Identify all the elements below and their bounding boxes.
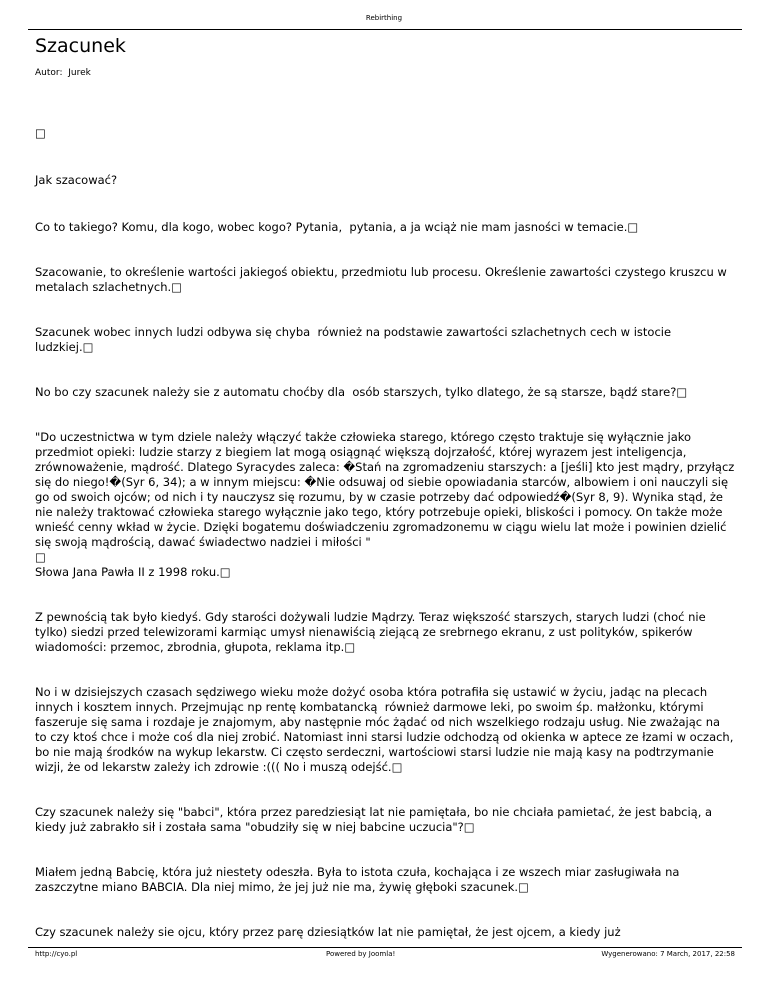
footer-url: http://cyo.pl	[35, 950, 78, 958]
paragraph: No i w dzisiejszych czasach sędziwego wieku może dożyć osoba która potrafiła się ustawić w życiu, jadąc na plecach innych i kosztem innych. Przejmując np rentę kombatancką również darmowe leki, po swoim śp. małżonku, którymi faszeruje się sama i rozdaje je znajomym, aby następnie móc żądać od nich wszelkiego rodzaju usług. Nie zważając na to czy ktoś chce i może coś dla niej zrobić. Natomiast inni starsi ludzie odchodzą od okienka w aptece ze łzami w oczach, bo nie mają środków na wykup lekarstw. Ci często serdeczni, wartościowi starsi ludzie nie mają kasy na podtrzymanie wizji, że od lekarstw zależy ich zdrowie :((( No i muszą odejść.□	[35, 685, 738, 774]
paragraph: Czy szacunek należy się "babci", która przez paredziesiąt lat nie pamiętała, bo nie chciała pamietać, że jest babcią, a kiedy już zabrakło sił i została sama "obudziły się w niej babcine uczucia"?□	[35, 805, 716, 834]
author-name: Jurek	[68, 68, 91, 78]
paragraph: Szacowanie, to określenie wartości jakiegoś obiektu, przedmiotu lub procesu. Określenie zawartości czystego kruszcu w metalach szlachetnych.□	[35, 265, 731, 294]
page-title: Szacunek	[35, 35, 126, 57]
author-label: Autor:	[35, 68, 63, 78]
footer-generated: Wygenerowano: 7 March, 2017, 22:58	[601, 950, 735, 958]
paragraph: Szacunek wobec innych ludzi odbywa się chyba również na podstawie zawartości szlachetnych cech w istocie ludzkiej.□	[35, 325, 679, 354]
footer-divider	[28, 947, 742, 948]
header-divider	[28, 29, 742, 30]
footer-powered-by: Powered by Joomla!	[326, 950, 396, 958]
author-line	[35, 68, 91, 78]
paragraph: Z pewnością tak było kiedyś. Gdy starości dożywali ludzie Mądrzy. Teraz większość starszych, starych ludzi (choć nie tylko) siedzi przed telewizorami karmiąc umysł nienawiścią ziejącą ze srebrnego ekranu, z ust polityków, spikerów wiadomości: przemoc, zbrodnia, głupota, reklama itp.□	[35, 610, 710, 654]
paragraph: Jak szacować?	[35, 173, 118, 187]
paragraph: "Do uczestnictwa w tym dziele należy włączyć także człowieka starego, którego często traktuje się wyłącznie jako przedmiot opieki: ludzie starzy z biegiem lat mogą osiągnąć większą dojrzałość, której wyrazem jest inteligencja, zrównoważenie, mądrość. Dlatego Syracydes zaleca: �Stań na zgromadzeniu starszych: a [jeśli] kto jest mądry, przyłącz się do niego!�(Syr 6, 34); a w innym miejscu: �Nie odsuwaj od siebie opowiadania starców, albowiem i oni nauczyli się go od swoich ojców; od nich i ty nauczysz się rozumu, by w czasie potrzeby dać odpowiedź�(Syr 8, 9). Wynika stąd, że nie należy traktować człowieka starego wyłącznie jako tego, który potrzebuje opieki, bliskości i pomocy. On także może wnieść cenny wkład w życie. Dzięki bogatemu doświadczeniu zgromadzonemu w ciągu wielu lat może i powinien dzielić się swoją mądrością, dawać świadectwo nadziei i miłości " □ Słowa Jana Pawła II z 1998 roku.□	[35, 430, 735, 579]
paragraph: Co to takiego? Komu, dla kogo, wobec kogo? Pytania, pytania, a ja wciąż nie mam jasności w temacie.□	[35, 220, 639, 234]
paragraph: Czy szacunek należy sie ojcu, który przez parę dziesiątków lat nie pamiętał, że jest ojcem, a kiedy już	[35, 925, 621, 939]
paragraph: Miałem jedną Babcię, która już niestety odeszła. Była to istota czuła, kochająca i ze wszech miar zasługiwała na zaszczytne miano BABCIA. Dla niej mimo, że jej już nie ma, żywię głęboki szacunek.□	[35, 865, 684, 894]
article-body	[35, 126, 738, 940]
site-header: Rebirthing	[365, 14, 403, 22]
paragraph: □	[35, 126, 46, 140]
paragraph: No bo czy szacunek należy sie z automatu choćby dla osób starszych, tylko dlatego, że są starsze, bądź stare?□	[35, 385, 688, 399]
